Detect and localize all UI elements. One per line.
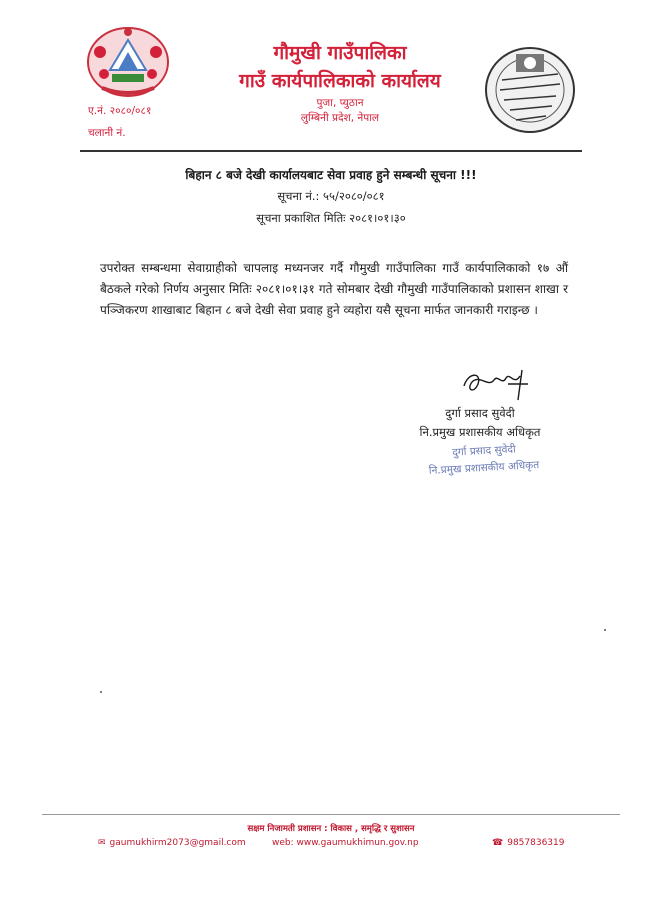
footer-website[interactable]: web: www.gaumukhimun.gov.np — [272, 838, 419, 848]
dispatch-number: चलानी नं. — [88, 127, 126, 139]
footer-email[interactable] — [98, 838, 246, 848]
footer-contact — [0, 838, 662, 852]
signatory-stamp-name: दुर्गा प्रसाद सुवेदी — [451, 443, 517, 459]
fiscal-year-ref: ए.नं. २०८०/०८१ — [88, 105, 152, 117]
scan-speck — [100, 691, 102, 693]
telephone-icon: ☎ — [492, 838, 504, 848]
notice-published-date: सूचना प्रकाशित मितिः २०८१।०१।३० — [256, 211, 406, 225]
signatory-title: नि.प्रमुख प्रशासकीय अधिकृत — [419, 425, 541, 439]
notice-body: उपरोक्त सम्बन्धमा सेवाग्राहीको चापलाइ मध्यनजर गर्दै गौमुखी गाउँपालिका गाउँ कार्यपालिकाको १७ औं बैठकले गरेको निर्णय अनुसार मितिः २०८१।०१।३१ गते सोमबार देखी गौमुखी गाउँपालिकाको प्रशासन शाखा र पञ्जिकरण शाखाबाट बिहान ८ बजे देखी सेवा प्रवाह हुने व्यहोरा यसै सूचना मार्फत जानकारी गराइन्छ । — [100, 261, 568, 317]
footer-phone-text[interactable]: 9857836319 — [507, 838, 565, 848]
office-stamp-icon — [482, 44, 578, 136]
nepal-emblem-icon — [82, 22, 174, 100]
office-name: गाउँ कार्यपालिकाको कार्यालय — [239, 70, 441, 92]
footer-divider — [42, 814, 620, 815]
footer-slogan: सक्षम निजामती प्रशासन : विकास , समृद्धि र सुशासन — [247, 824, 415, 834]
notice-title: बिहान ८ बजे देखी कार्यालयबाट सेवा प्रवाह हुने सम्बन्धी सूचना !!! — [185, 168, 477, 182]
footer-phone[interactable] — [492, 838, 564, 848]
envelope-icon: ✉ — [98, 838, 106, 848]
signatory-stamp-title: नि.प्रमुख प्रशासकीय अधिकृत — [428, 459, 540, 477]
header-divider — [80, 150, 582, 152]
notice-number: सूचना नं.: ५५/२०८०/०८१ — [277, 189, 385, 203]
footer-email-text[interactable]: gaumukhirm2073@gmail.com — [109, 838, 246, 848]
municipality-name: गौमुखी गाउँपालिका — [273, 42, 407, 64]
signature-icon — [458, 366, 538, 404]
scan-speck — [604, 629, 606, 631]
signatory-name: दुर्गा प्रसाद सुवेदी — [445, 406, 515, 420]
office-province: लुम्बिनी प्रदेश, नेपाल — [300, 112, 380, 124]
office-location: पुजा, प्युठान — [316, 97, 364, 109]
